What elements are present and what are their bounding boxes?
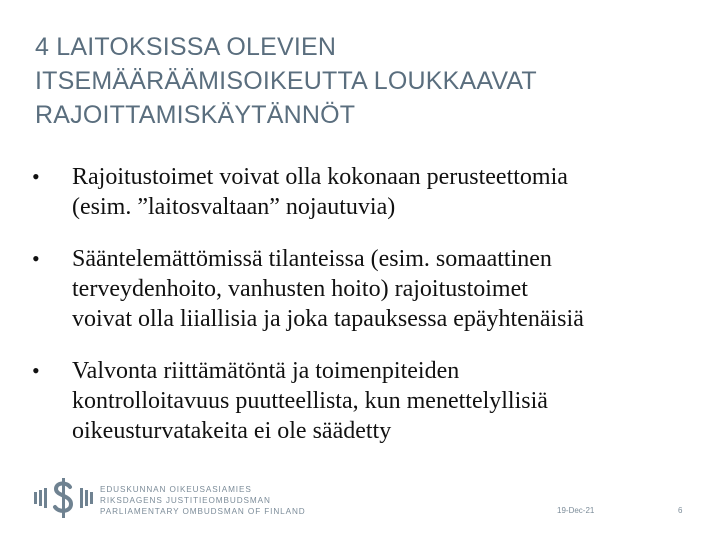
slide-footer	[0, 470, 720, 530]
logo-wordmark	[100, 484, 306, 517]
bullet-3-line-2: kontrolloitavuus puutteellista, kun menettelyllisiä	[72, 388, 548, 414]
bullet-dot: •	[32, 358, 40, 383]
bullet-3-line-1: Valvonta riittämätöntä ja toimenpiteiden	[72, 358, 460, 384]
bullet-list	[30, 162, 716, 468]
title-line-3: RAJOITTAMISKÄYTÄNNÖT	[35, 101, 356, 129]
logo-line-2: RIKSDAGENS JUSTITIEOMBUDSMAN	[100, 496, 271, 505]
bullet-dot: •	[32, 246, 40, 271]
title-line-2: ITSEMÄÄRÄÄMISOIKEUTTA LOUKKAAVAT	[35, 67, 537, 95]
bullet-2-line-2: terveydenhoito, vanhusten hoito) rajoitustoimet	[72, 276, 528, 302]
bullet-3-line-3: oikeusturvatakeita ei ole säädetty	[72, 418, 392, 444]
page-number: 6	[678, 506, 683, 515]
bullet-2-line-3: voivat olla liiallisia ja joka tapauksessa epäyhtenäisiä	[72, 306, 584, 332]
bullet-1-line-2: (esim. ”laitosvaltaan” nojautuvia)	[72, 194, 396, 220]
title-line-1: 4 LAITOKSISSA OLEVIEN	[35, 33, 337, 61]
bullet-item-2	[30, 244, 716, 334]
bullet-item-1	[30, 162, 716, 222]
bullet-dot: •	[32, 164, 40, 189]
bullet-1-line-1: Rajoitustoimet voivat olla kokonaan perusteettomia	[72, 164, 568, 190]
bullet-item-3	[30, 356, 716, 446]
logo-line-3: PARLIAMENTARY OMBUDSMAN OF FINLAND	[100, 507, 306, 516]
footer-date: 19-Dec-21	[557, 506, 595, 515]
logo-line-1: EDUSKUNNAN OIKEUSASIAMIES	[100, 485, 252, 494]
ombudsman-logo-icon	[34, 478, 96, 518]
bullet-2-line-1: Sääntelemättömissä tilanteissa (esim. somaattinen	[72, 246, 552, 272]
slide-title	[35, 30, 695, 132]
